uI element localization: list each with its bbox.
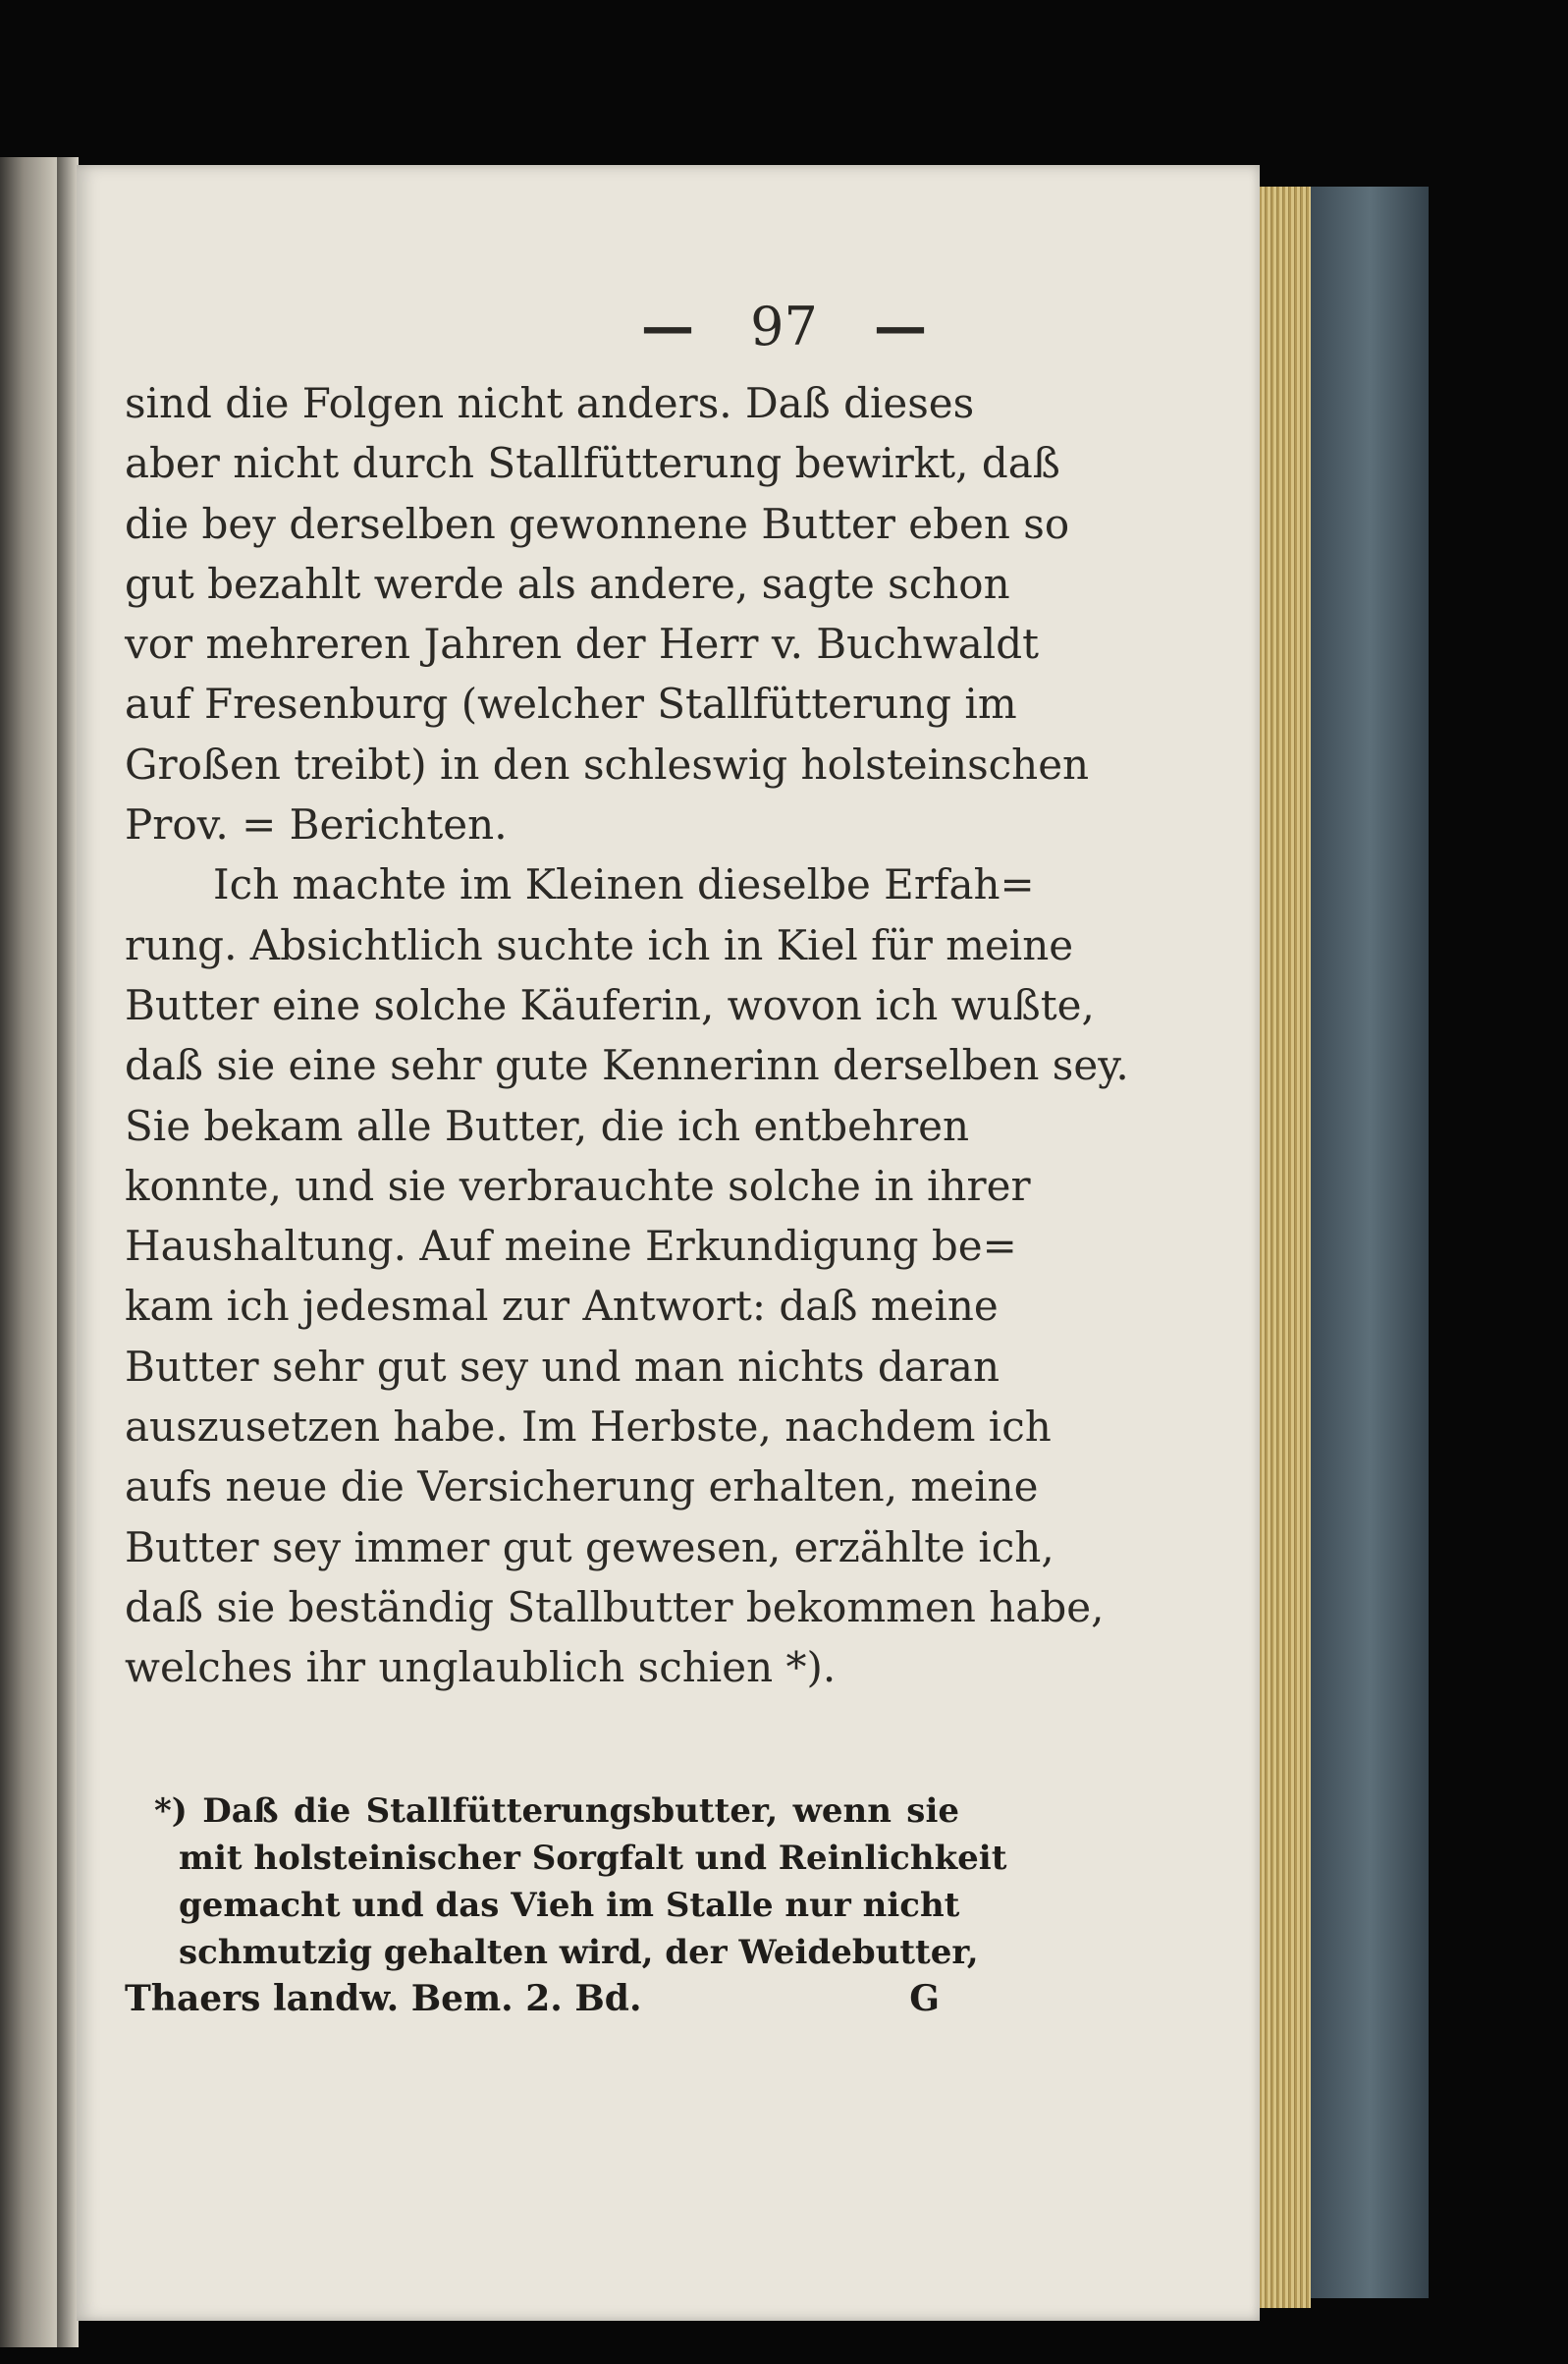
body-text (125, 373, 1129, 1698)
text-line: Prov. = Berichten. (125, 800, 508, 850)
text-line: daß sie beständig Stallbutter bekommen habe, (125, 1582, 1105, 1631)
book-cover (1311, 187, 1429, 2298)
text-line: kam ich jedesmal zur Antwort: daß meine (125, 1282, 999, 1331)
text-line: vor mehreren Jahren der Herr v. Buchwaldt (125, 620, 1039, 669)
signature-title: Thaers landw. Bem. 2. Bd. (125, 1978, 642, 2019)
text-line: auf Fresenburg (welcher Stallfütterung im (125, 680, 1017, 729)
text-line: Haushaltung. Auf meine Erkundigung be= (125, 1222, 1017, 1271)
footnote-line: gemacht und das Vieh im Stalle nur nicht (179, 1886, 960, 1925)
text-line: daß sie eine sehr gute Kennerinn derselben sey. (125, 1041, 1129, 1090)
signature-line (125, 1978, 959, 2019)
text-line: Butter sey immer gut gewesen, erzählte ich, (125, 1522, 1054, 1571)
footnote-line: mit holsteinischer Sorgfalt und Reinlichkeit (179, 1839, 1007, 1878)
text-line: auszusetzen habe. Im Herbste, nachdem ich (125, 1402, 1052, 1452)
text-line: sind die Folgen nicht anders. Daß dieses (125, 379, 975, 427)
text-line: rung. Absichtlich suchte ich in Kiel für meine (125, 920, 1074, 969)
footnote-line: *) Daß die Stallfütterungsbutter, wenn sie (154, 1791, 959, 1831)
text-line: aber nicht durch Stallfütterung bewirkt, daß (125, 439, 1060, 488)
header-dash-right: — (874, 295, 928, 357)
text-line: die bey derselben gewonnene Butter eben so (125, 499, 1070, 548)
text-line: aufs neue die Versicherung erhalten, meine (125, 1462, 1039, 1512)
signature-mark: G (909, 1978, 940, 2019)
spine-gutter (57, 157, 79, 2347)
left-page-edge (0, 157, 59, 2347)
text-line: Großen treibt) in den schleswig holsteinschen (125, 740, 1090, 789)
text-line: welches ihr unglaublich schien *). (125, 1643, 837, 1692)
text-line: Sie bekam alle Butter, die ich entbehren (125, 1101, 970, 1150)
footnote (125, 1787, 1007, 1976)
gilt-page-edges (1260, 187, 1311, 2308)
text-line: konnte, und sie verbrauchte solche in ihrer (125, 1161, 1031, 1210)
footnote-line: schmutzig gehalten wird, der Weidebutter, (179, 1933, 979, 1972)
header-dash-left: — (640, 295, 694, 357)
text-line: Butter sehr gut sey und man nichts daran (125, 1342, 1000, 1391)
text-line: Ich machte im Kleinen dieselbe Erfah= (213, 860, 1035, 909)
text-line: gut bezahlt werde als andere, sagte schon (125, 559, 1010, 608)
page-header (0, 295, 1568, 357)
text-line: Butter eine solche Käuferin, wovon ich wußte, (125, 980, 1095, 1029)
page-number: 97 (750, 296, 818, 357)
